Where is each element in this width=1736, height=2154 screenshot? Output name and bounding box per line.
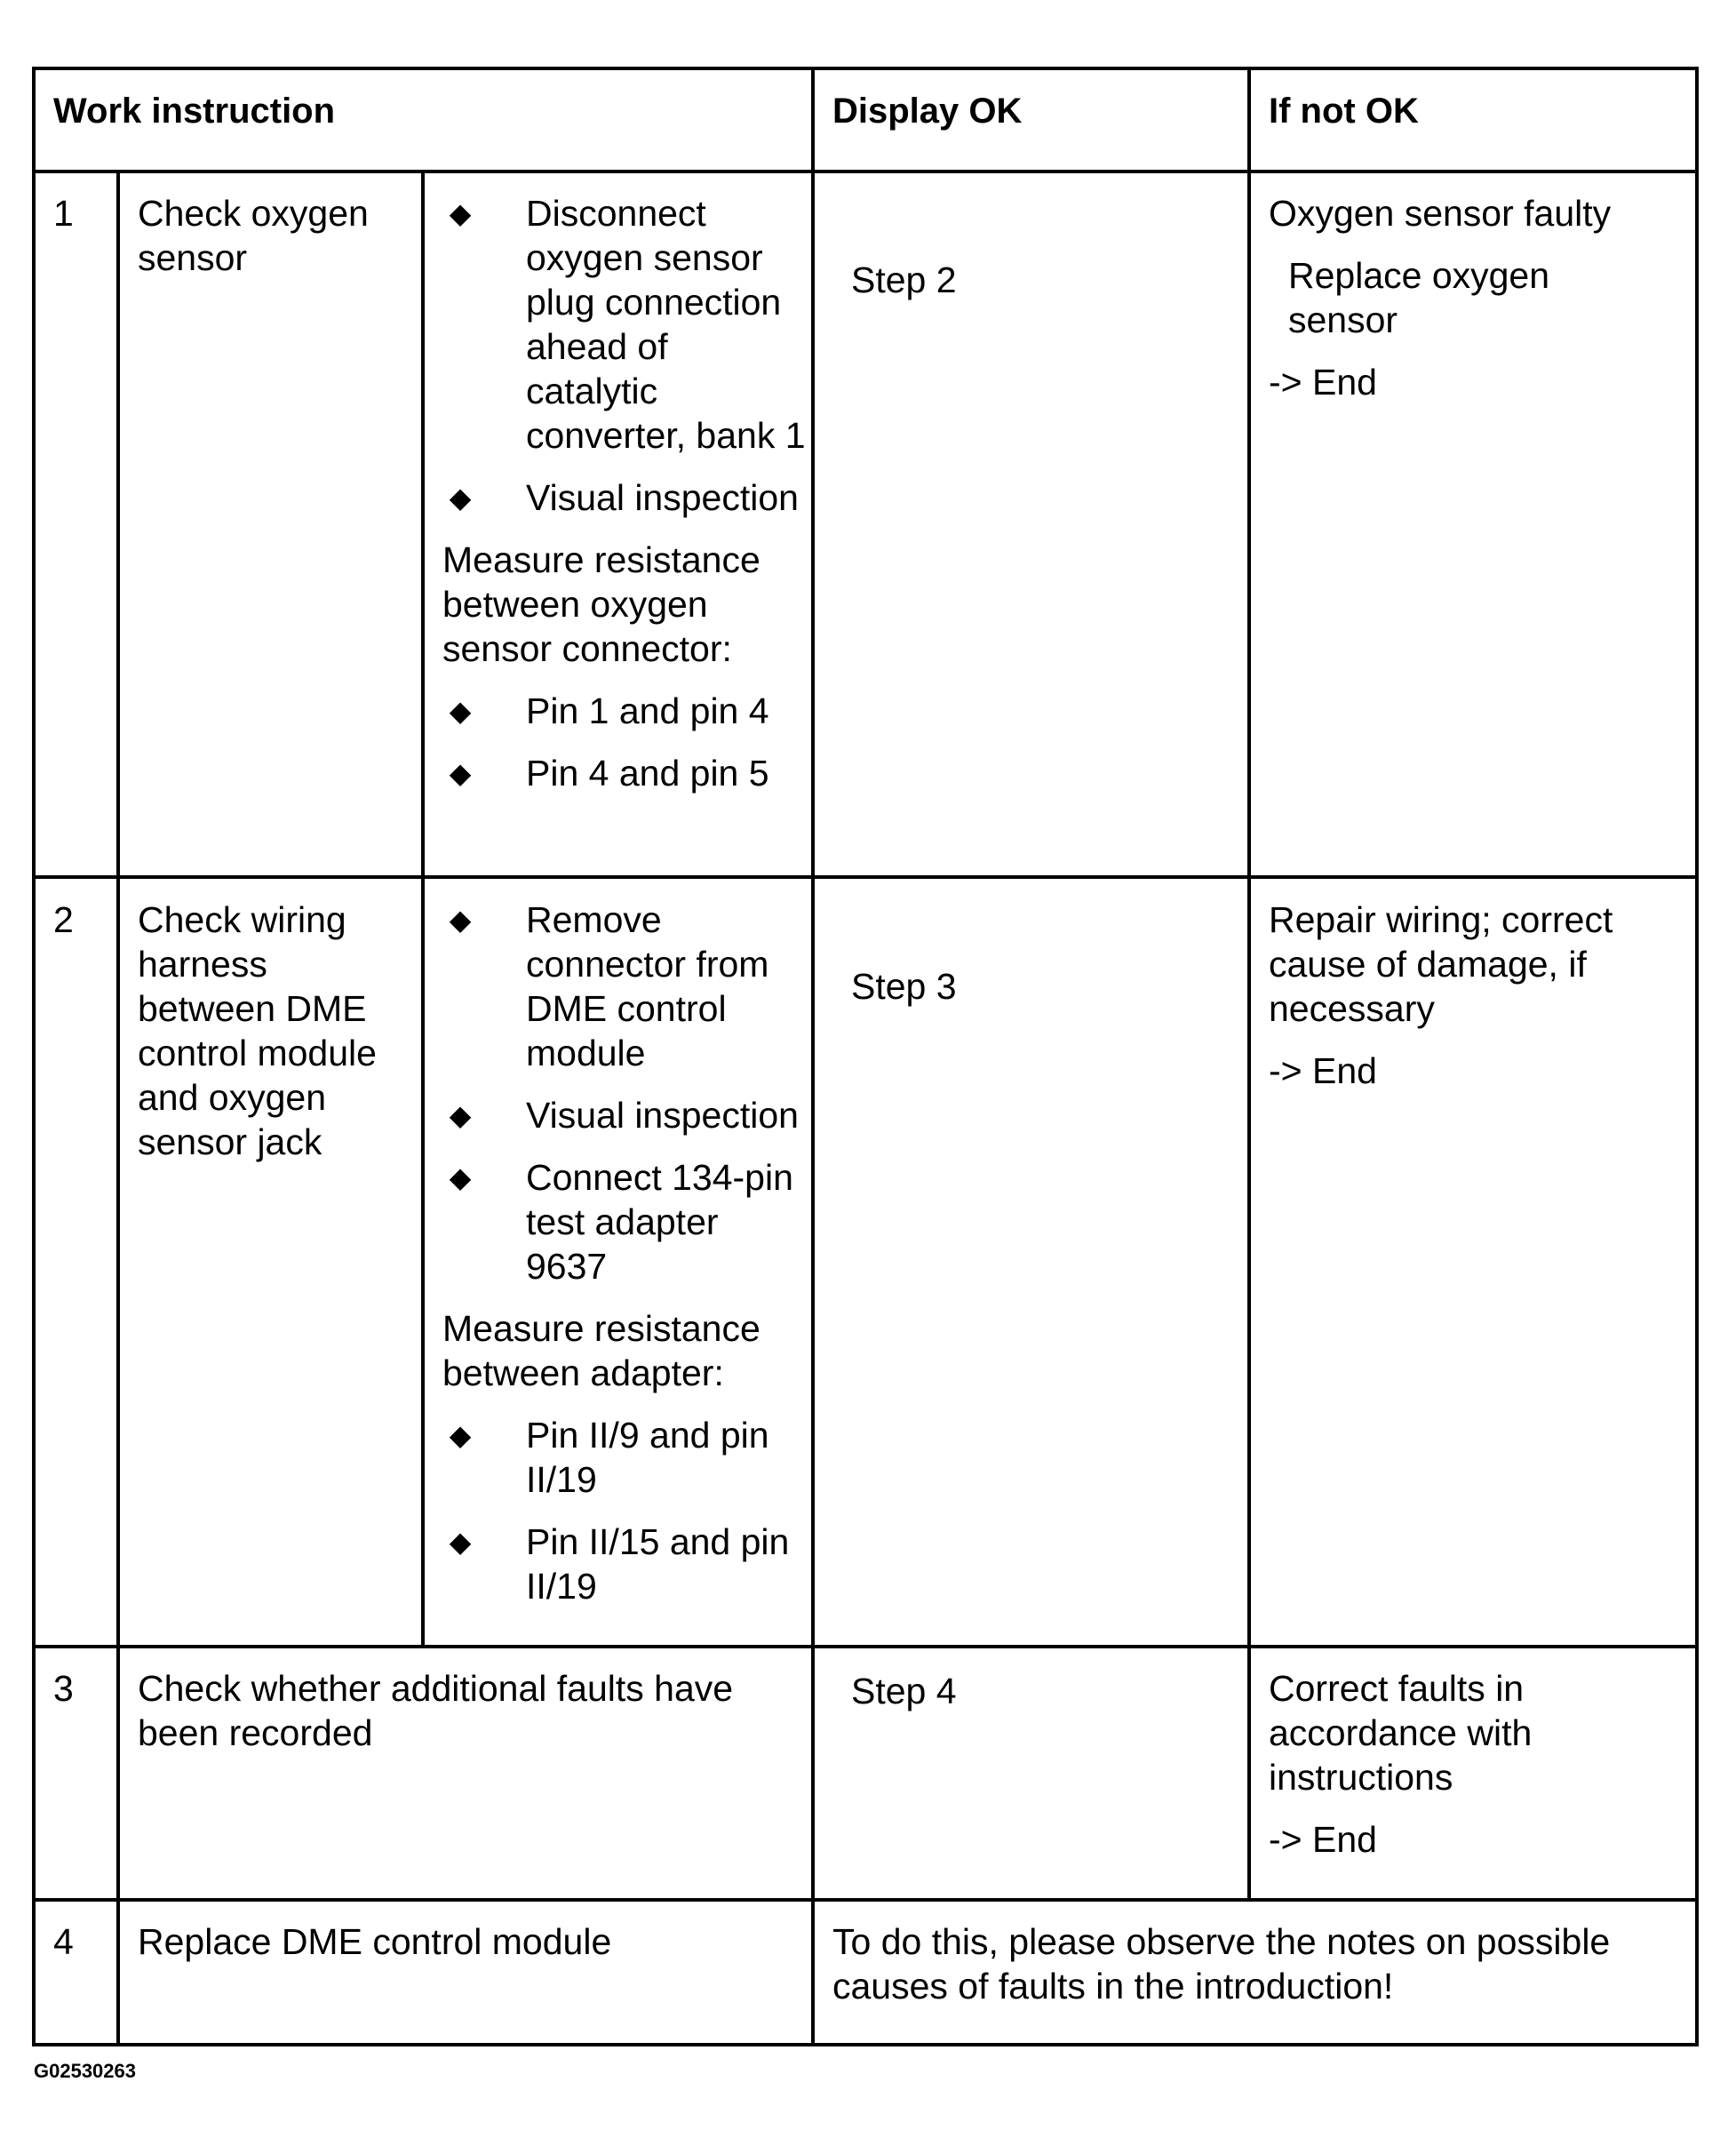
step-number: 1: [53, 193, 74, 234]
bullet-diamond-icon: ◆: [449, 695, 472, 727]
end-text: -> End: [1269, 362, 1377, 403]
bullet-text: Disconnect oxygen sensor plug connection ahead of catalytic converter, bank 1: [526, 193, 806, 456]
bullet-item: [442, 1093, 808, 1137]
bullet-item: [442, 1413, 808, 1502]
bullet-diamond-icon: ◆: [449, 1099, 472, 1131]
step-number: 4: [53, 1921, 74, 1962]
bullet-diamond-icon: ◆: [449, 757, 472, 789]
remedy-text: Repair wiring; correct cause of damage, if necessary: [1269, 899, 1613, 1029]
instruction-details: [442, 898, 808, 1608]
header-work-instruction: Work instruction: [53, 92, 336, 131]
task-description: Check whether additional faults have been recorded: [138, 1668, 734, 1753]
bullet-item: [442, 191, 808, 458]
note-text: To do this, please observe the notes on possible causes of faults in the introduction!: [832, 1921, 1611, 2006]
bullet-item: [442, 1155, 808, 1288]
bullet-item: [442, 898, 808, 1075]
end-text: -> End: [1269, 1819, 1377, 1860]
bullet-diamond-icon: ◆: [449, 1526, 472, 1558]
remedy-text: Replace oxygen sensor: [1288, 255, 1550, 340]
header-if-not-ok: If not OK: [1269, 92, 1419, 131]
figure-code: G02530263: [34, 2060, 136, 2082]
if-not-ok-details: [1269, 1666, 1686, 1862]
header-display-ok: Display OK: [832, 92, 1023, 131]
bullet-item: [442, 689, 808, 733]
bullet-item: [442, 751, 808, 795]
end-text: -> End: [1269, 1050, 1377, 1091]
step-number: 2: [53, 899, 74, 940]
display-ok-step: Step 4: [851, 1671, 957, 1711]
task-description: Check wiring harness between DME control module and oxygen sensor jack: [138, 899, 377, 1162]
bullet-text: Pin 4 and pin 5: [526, 753, 769, 794]
bullet-diamond-icon: ◆: [449, 904, 472, 936]
task-description: Check oxygen sensor: [138, 193, 369, 278]
instruction-details: [442, 191, 808, 795]
display-ok-step: Step 3: [851, 966, 957, 1007]
bullet-item: [442, 1520, 808, 1608]
bullet-text: Pin II/15 and pin II/19: [526, 1521, 790, 1607]
bullet-diamond-icon: ◆: [449, 1161, 472, 1193]
bullet-text: Visual inspection: [526, 1095, 799, 1136]
measure-instruction: Measure resistance between adapter:: [442, 1308, 760, 1393]
task-description: Replace DME control module: [138, 1921, 612, 1962]
bullet-text: Pin 1 and pin 4: [526, 690, 769, 731]
bullet-text: Visual inspection: [526, 477, 799, 518]
if-not-ok-details: [1269, 191, 1686, 404]
bullet-text: Remove connector from DME control module: [526, 899, 769, 1073]
fault-text: Oxygen sensor faulty: [1269, 193, 1612, 234]
step-number: 3: [53, 1668, 74, 1709]
remedy-text: Correct faults in accordance with instructions: [1269, 1668, 1533, 1798]
bullet-diamond-icon: ◆: [449, 197, 472, 229]
bullet-text: Connect 134-pin test adapter 9637: [526, 1157, 793, 1287]
bullet-diamond-icon: ◆: [449, 1419, 472, 1451]
bullet-text: Pin II/9 and pin II/19: [526, 1415, 769, 1500]
measure-instruction: Measure resistance between oxygen sensor connector:: [442, 539, 760, 669]
bullet-diamond-icon: ◆: [449, 482, 472, 514]
bullet-item: [442, 475, 808, 520]
if-not-ok-details: [1269, 898, 1686, 1093]
display-ok-step: Step 2: [851, 259, 957, 300]
